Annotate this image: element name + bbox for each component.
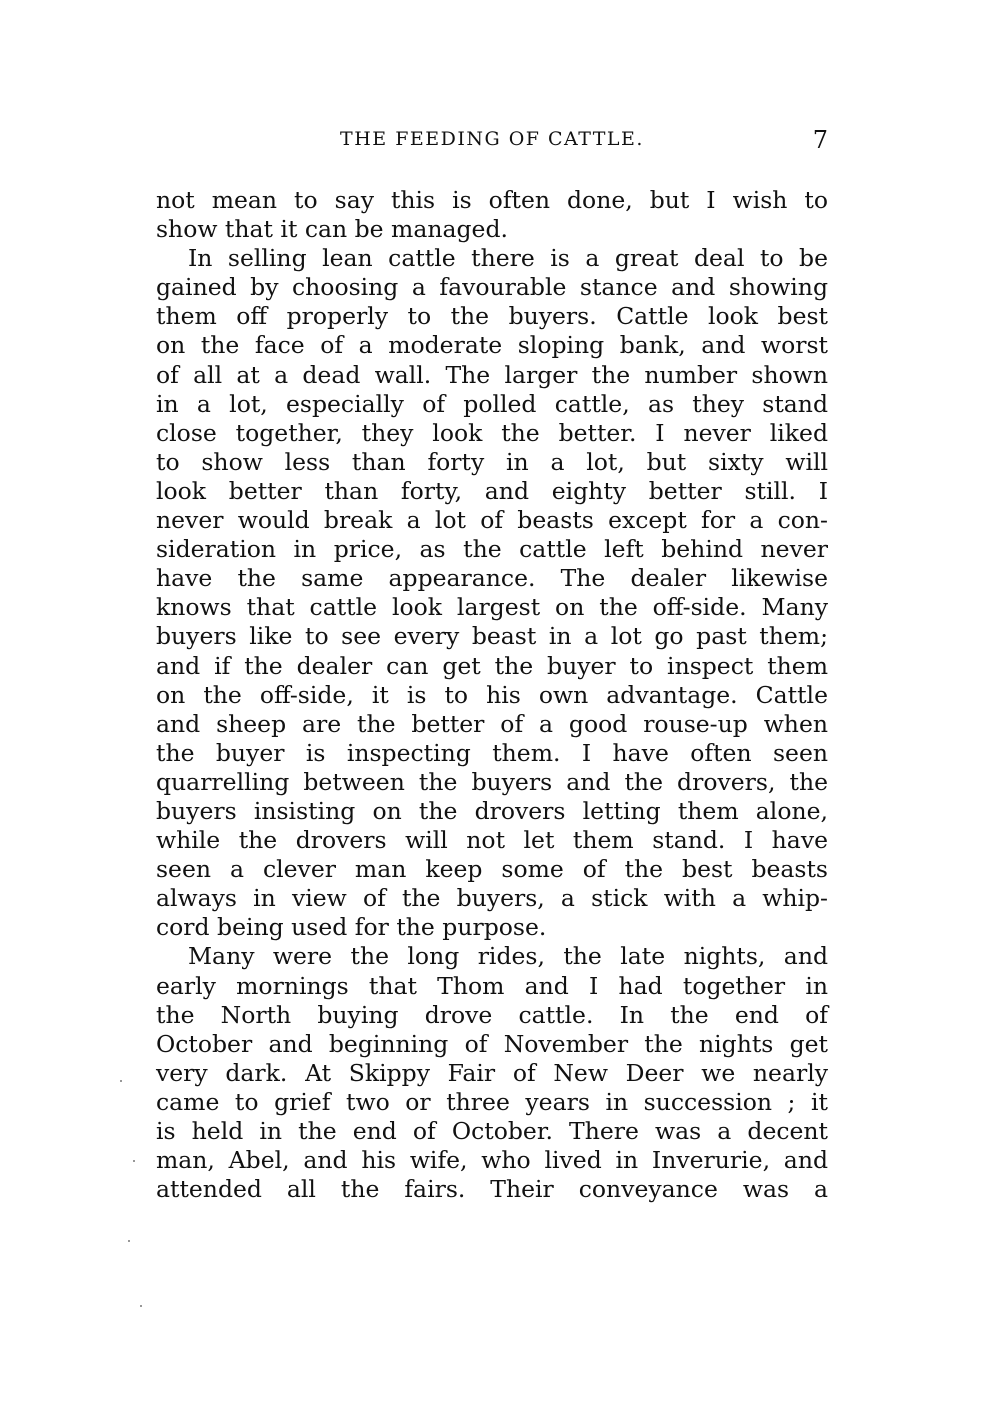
text-line: sideration in price, as the cattle left behind never [156, 535, 828, 564]
page-header [156, 128, 828, 160]
text-line: quarrelling between the buyers and the drovers, the [156, 767, 828, 796]
text-line: of all at a dead wall. The larger the number shown [156, 360, 828, 389]
text-line: while the drovers will not let them stand. I have [156, 826, 828, 855]
text-line: show that it can be managed. [156, 215, 508, 244]
text-line: have the same appearance. The dealer likewise [156, 564, 828, 593]
body-text [156, 186, 828, 1204]
text-line: knows that cattle look largest on the off-side. Many [156, 593, 828, 622]
text-line: the North buying drove cattle. In the end of [156, 1000, 828, 1029]
text-line: In selling lean cattle there is a great deal to be [188, 244, 828, 273]
running-head: THE FEEDING OF CATTLE. [340, 128, 644, 150]
text-line: seen a clever man keep some of the best beasts [156, 855, 828, 884]
text-line: man, Abel, and his wife, who lived in Inverurie, and [156, 1146, 828, 1175]
text-line: and if the dealer can get the buyer to inspect them [156, 651, 828, 680]
paper-speck [120, 1080, 122, 1082]
text-line: Many were the long rides, the late nights, and [188, 942, 828, 971]
text-line: on the face of a moderate sloping bank, and worst [156, 331, 828, 360]
text-line: early mornings that Thom and I had together in [156, 971, 828, 1000]
text-line: buyers like to see every beast in a lot go past them; [156, 622, 828, 651]
text-line: look better than forty, and eighty better still. I [156, 476, 828, 505]
text-line: gained by choosing a favourable stance and showing [156, 273, 828, 302]
text-line: buyers insisting on the drovers letting them alone, [156, 796, 828, 825]
text-line: not mean to say this is often done, but I wish to [156, 186, 828, 214]
text-line: the buyer is inspecting them. I have often seen [156, 738, 828, 767]
text-line: never would break a lot of beasts except for a con- [156, 506, 828, 535]
text-line: in a lot, especially of polled cattle, as they stand [156, 389, 828, 418]
paper-speck [140, 1305, 142, 1307]
text-line: close together, they look the better. I never liked [156, 418, 828, 447]
text-line: always in view of the buyers, a stick with a whip- [156, 884, 828, 913]
page-number: 7 [812, 126, 828, 154]
text-line: October and beginning of November the nights get [156, 1029, 828, 1058]
paper-speck [128, 1240, 130, 1242]
text-line: attended all the fairs. Their conveyance was a [156, 1175, 828, 1204]
text-line: cord being used for the purpose. [156, 913, 547, 942]
text-line: and sheep are the better of a good rouse-up when [156, 709, 828, 738]
text-line: on the off-side, it is to his own advantage. Cattle [156, 680, 828, 709]
text-line: is held in the end of October. There was a decent [156, 1117, 828, 1145]
text-line: them off properly to the buyers. Cattle look best [156, 302, 828, 331]
paper-speck [133, 1160, 135, 1162]
text-line: to show less than forty in a lot, but sixty will [156, 447, 828, 476]
text-line: came to grief two or three years in succession ; it [156, 1087, 828, 1116]
text-line: very dark. At Skippy Fair of New Deer we nearly [156, 1058, 828, 1087]
